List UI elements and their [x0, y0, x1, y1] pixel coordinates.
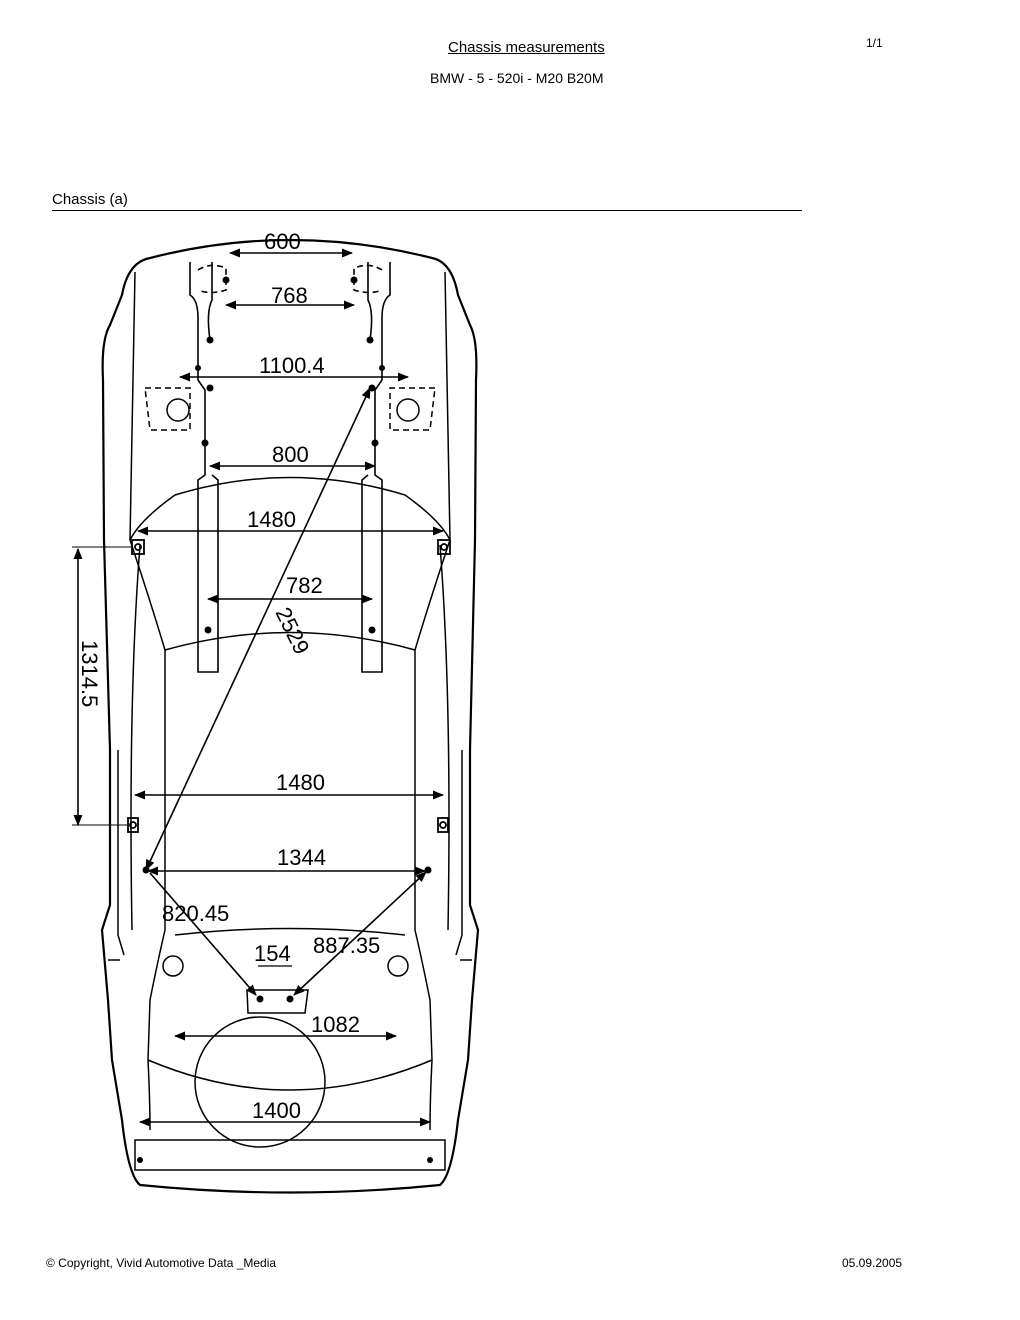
- vehicle-subtitle: BMW - 5 - 520i - M20 B20M: [430, 70, 604, 86]
- dim-label-rear-center: 154: [254, 941, 291, 966]
- dim-label-diagonal: 2529: [270, 603, 315, 659]
- dim-label-rail-inner: 800: [272, 442, 309, 467]
- dim-label-side-length: 1314.5: [77, 640, 102, 708]
- section-label: Chassis (a): [52, 191, 128, 208]
- dim-label-rear-diag-right: 887.35: [313, 933, 381, 958]
- dim-label-rear-width: 1480: [276, 770, 325, 795]
- dim-label-firewall-width: 1480: [247, 507, 296, 532]
- front-strut-towers: [145, 388, 435, 430]
- copyright-notice: © Copyright, Vivid Automotive Data _Media: [46, 1256, 277, 1270]
- dim-label-front-inner: 600: [264, 229, 301, 254]
- document-title: Chassis measurements: [448, 39, 605, 56]
- page-number: 1/1: [866, 36, 883, 50]
- dim-line-rear-diag-left: [150, 873, 256, 995]
- measurement-points: [137, 277, 433, 1164]
- dim-label-front-rail: 768: [271, 283, 308, 308]
- dim-label-front-width: 1100.4: [259, 353, 325, 378]
- car-body-outline: [102, 240, 478, 1193]
- dim-label-rear-axle: 1344: [277, 845, 326, 870]
- document-date: 05.09.2005: [842, 1256, 903, 1270]
- dim-label-rear-tower: 1082: [311, 1012, 360, 1037]
- dim-label-rear-end: 1400: [252, 1098, 301, 1123]
- dim-label-rear-diag-left: 820.45: [162, 901, 230, 926]
- dim-label-floor-rail: 782: [286, 573, 323, 598]
- dim-line-diagonal: [146, 388, 370, 870]
